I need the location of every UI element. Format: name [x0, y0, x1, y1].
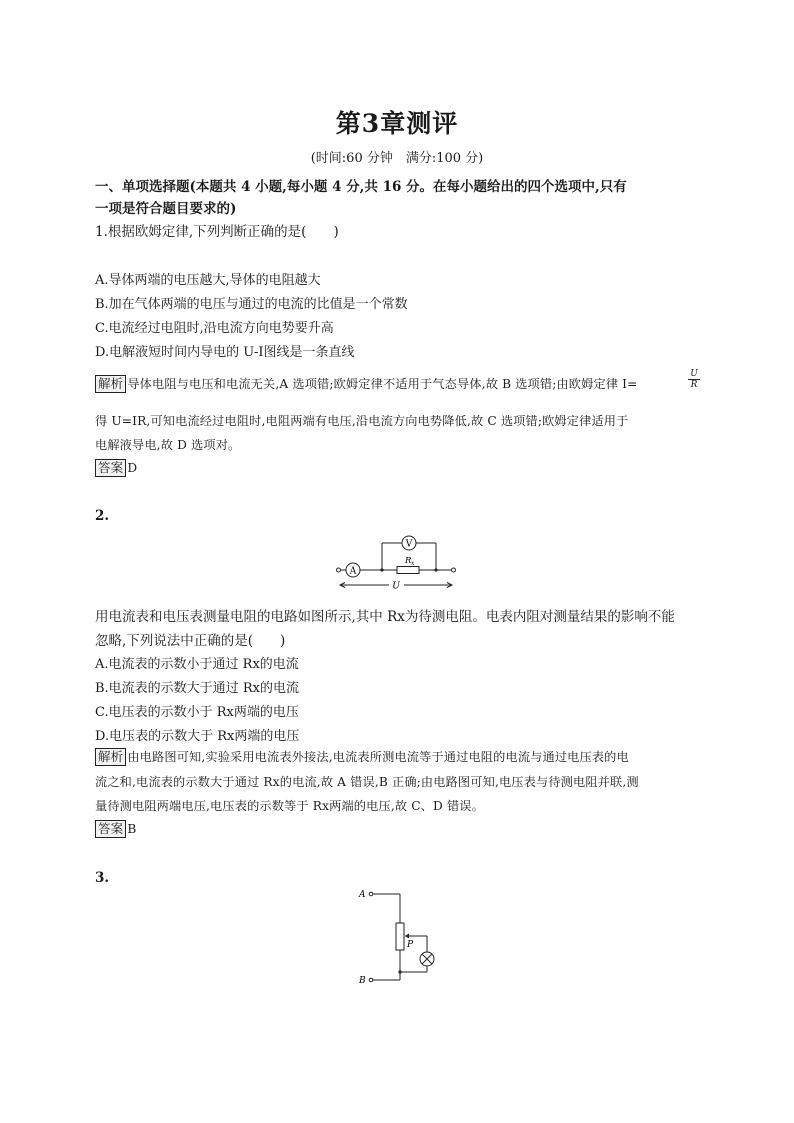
- voltage-label: U: [392, 581, 400, 592]
- q1-option-c: C.电流经过电阻时,沿电流方向电势要升高: [95, 321, 334, 336]
- section-heading-line1: 一、单项选择题(本题共 4 小题,每小题 4 分,共 16 分。在每小题给出的四个选项中,只有: [95, 179, 627, 195]
- q2-analysis-line2: 流之和,电流表的示数大于通过 Rx的电流,故 A 错误,B 正确;由电路图可知,电压表与待测电阻并联,测: [95, 775, 639, 789]
- q3-number: 3.: [95, 870, 110, 886]
- q2-answer-value: B: [127, 822, 137, 836]
- q1-fraction: [688, 369, 700, 390]
- analysis-label: 解析: [95, 748, 126, 766]
- q2-analysis-line3: 量待测电阻两端电压,电压表的示数等于 Rx两端的电压,故 C、D 错误。: [95, 799, 484, 813]
- q2-circuit-diagram: [336, 533, 462, 593]
- q1-analysis-line2: 得 U=IR,可知电流经过电阻时,电阻两端有电压,沿电流方向电势降低,故 C 选项错;欧姆定律适用于: [95, 414, 629, 428]
- q2-option-d: D.电压表的示数大于 Rx两端的电压: [95, 729, 300, 744]
- voltmeter-label: V: [405, 539, 413, 550]
- q2-stem-line1: 用电流表和电压表测量电阻的电路如图所示,其中 Rx为待测电阻。电表内阻对测量结果的影响不能: [95, 609, 675, 625]
- answer-label: 答案: [95, 459, 126, 477]
- answer-label: 答案: [95, 820, 126, 838]
- analysis-label: 解析: [95, 375, 126, 393]
- q2-option-b: B.电流表的示数大于通过 Rx的电流: [95, 681, 299, 696]
- terminal-a-label: A: [359, 890, 366, 900]
- q2-answer: [95, 820, 136, 838]
- section-heading-line2: 一项是符合题目要求的): [95, 201, 237, 217]
- q2-option-c: C.电压表的示数小于 Rx两端的电压: [95, 705, 299, 720]
- q1-option-a: A.导体两端的电压越大,导体的电阻越大: [95, 273, 321, 288]
- q1-stem: 1.根据欧姆定律,下列判断正确的是( ): [95, 224, 339, 240]
- rheostat-symbol: [396, 923, 404, 950]
- fraction-numerator: U: [690, 369, 698, 379]
- resistor-subscript: x: [411, 560, 415, 567]
- q2-option-a: A.电流表的示数小于通过 Rx的电流: [95, 657, 299, 672]
- resistor-label: R: [405, 556, 412, 566]
- slider-label: P: [407, 940, 414, 950]
- terminal-b-label: B: [359, 976, 366, 986]
- q3-circuit-diagram: [356, 884, 442, 990]
- ammeter-label: A: [349, 566, 357, 577]
- resistor-symbol: [397, 567, 419, 574]
- page-title: 第3章测评: [335, 109, 459, 138]
- q1-analysis-line3: 电解液导电,故 D 选项对。: [95, 438, 241, 452]
- q1-answer: [95, 459, 137, 477]
- q1-option-b: B.加在气体两端的电压与通过的电流的比值是一个常数: [95, 297, 408, 312]
- q1-answer-value: D: [127, 461, 138, 475]
- q2-stem-line2: 忽略,下列说法中正确的是( ): [95, 633, 286, 649]
- exam-time-score: (时间:60 分钟 满分:100 分): [310, 151, 484, 166]
- q2-number: 2.: [95, 508, 110, 524]
- q1-analysis-text1: 导体电阻与电压和电流无关,A 选项错;欧姆定律不适用于气态导体,故 B 选项错;由欧姆定律 I=: [127, 377, 638, 391]
- q1-option-d: D.电解液短时间内导电的 U-I图线是一条直线: [95, 345, 355, 360]
- fraction-denominator: R: [688, 379, 700, 390]
- q1-analysis-line1: [95, 375, 638, 393]
- q2-analysis-line1: [95, 748, 629, 766]
- q2-analysis-text1: 由电路图可知,实验采用电流表外接法,电流表所测电流等于通过电阻的电流与通过电压表的电: [127, 750, 629, 764]
